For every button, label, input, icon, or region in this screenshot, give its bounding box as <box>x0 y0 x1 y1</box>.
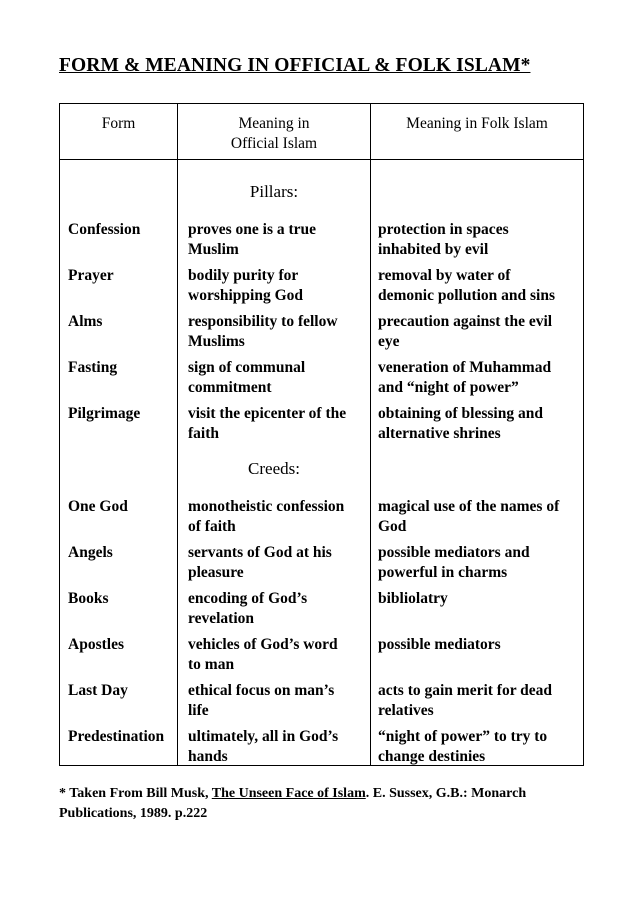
footnote-suffix: . E. Sussex, G.B.: Monarch <box>365 786 527 801</box>
folk-meaning-line: acts to gain merit for dead <box>378 682 553 699</box>
form-cell: Predestination <box>68 728 165 745</box>
column-divider <box>370 104 371 765</box>
form-cell: Alms <box>68 313 103 330</box>
official-meaning-line: revelation <box>188 610 255 627</box>
folk-meaning-line: God <box>378 518 407 535</box>
folk-meaning-line: magical use of the names of <box>378 498 560 515</box>
official-meaning-line: ethical focus on man’s <box>188 682 335 699</box>
official-meaning-line: faith <box>188 425 219 442</box>
form-cell: Apostles <box>68 636 124 653</box>
form-cell: Books <box>68 590 109 607</box>
folk-meaning-line: bibliolatry <box>378 590 448 607</box>
official-meaning-line: visit the epicenter of the <box>188 405 347 422</box>
official-meaning-line: to man <box>188 656 235 673</box>
folk-meaning-line: change destinies <box>378 748 486 765</box>
folk-meaning-line: demonic pollution and sins <box>378 287 556 304</box>
official-meaning-line: monotheistic confession <box>188 498 345 515</box>
official-meaning-line: commitment <box>188 379 272 396</box>
header-divider <box>60 159 583 160</box>
folk-meaning-line: possible mediators <box>378 636 501 653</box>
form-cell: Fasting <box>68 359 118 376</box>
folk-meaning-line: obtaining of blessing and <box>378 405 543 422</box>
official-meaning-line: servants of God at his <box>188 544 332 561</box>
folk-meaning-line: alternative shrines <box>378 425 501 442</box>
official-meaning-line: ultimately, all in God’s <box>188 728 339 745</box>
section-pillars: Pillars: <box>249 182 299 201</box>
form-cell: Angels <box>68 544 113 561</box>
section-creeds: Creeds: <box>248 459 300 478</box>
official-meaning-line: encoding of God’s <box>188 590 308 607</box>
footnote-line2: Publications, 1989. p.222 <box>59 806 208 821</box>
folk-meaning-line: protection in spaces <box>378 221 509 238</box>
folk-meaning-line: eye <box>378 333 400 350</box>
official-meaning-line: proves one is a true <box>188 221 317 238</box>
form-cell: Prayer <box>68 267 114 284</box>
folk-meaning-line: “night of power” to try to <box>378 728 548 745</box>
footnote-prefix: * Taken From Bill Musk, <box>59 786 212 801</box>
header-folk: Meaning in Folk Islam <box>406 115 548 132</box>
footnote-book-title: The Unseen Face of Islam <box>211 786 366 801</box>
folk-meaning-line: removal by water of <box>378 267 511 284</box>
official-meaning-line: responsibility to fellow <box>188 313 338 330</box>
folk-meaning-line: veneration of Muhammad <box>378 359 552 376</box>
form-meaning-table <box>59 103 584 766</box>
official-meaning-line: worshipping God <box>188 287 304 304</box>
official-meaning-line: pleasure <box>188 564 244 581</box>
folk-meaning-line: and “night of power” <box>378 379 519 396</box>
header-form: Form <box>101 115 136 132</box>
folk-meaning-line: inhabited by evil <box>378 241 489 258</box>
form-cell: Confession <box>68 221 141 238</box>
official-meaning-line: bodily purity for <box>188 267 299 284</box>
header-official-line1: Meaning in <box>238 115 310 132</box>
official-meaning-line: Muslim <box>188 241 239 258</box>
official-meaning-line: hands <box>188 748 228 765</box>
page-title: FORM & MEANING IN OFFICIAL & FOLK ISLAM* <box>59 55 531 76</box>
official-meaning-line: sign of communal <box>188 359 306 376</box>
official-meaning-line: life <box>188 702 209 719</box>
folk-meaning-line: possible mediators and <box>378 544 530 561</box>
folk-meaning-line: precaution against the evil <box>378 313 553 330</box>
official-meaning-line: of faith <box>188 518 236 535</box>
folk-meaning-line: relatives <box>378 702 434 719</box>
footnote <box>59 784 589 824</box>
official-meaning-line: Muslims <box>188 333 245 350</box>
folk-meaning-line: powerful in charms <box>378 564 508 581</box>
official-meaning-line: vehicles of God’s word <box>188 636 338 653</box>
column-divider <box>177 104 178 765</box>
form-cell: Pilgrimage <box>68 405 141 422</box>
form-cell: One God <box>68 498 128 515</box>
form-cell: Last Day <box>68 682 128 699</box>
header-official-line2: Official Islam <box>230 135 318 152</box>
